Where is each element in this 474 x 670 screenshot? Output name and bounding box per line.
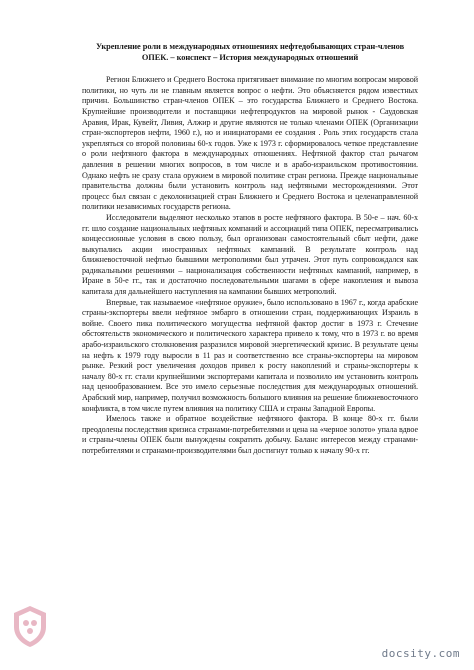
paragraph-3: Впервые, так называемое «нефтяное оружие», было использовано в 1967 г., когда арабские страны-экспортеры ввели нефтяное эмбарго в отношении стран, поддерживающих Израиль в войне. Своего пика политического могущества нефтяной фактор достиг в 1973 г. Стечение обстоятельств экономического и политического характера привело к тому, что в 1973 г. во время арабо-израильского столкновения разразился мировой энергетический кризис. В результате цены на нефть к 1979 году выросли в 11 раз и соответственно все страны-экспортеры на мировом рынке. Резкий рост увеличения доходов привел к росту накоплений и страны-экспортеры к началу 80-х гг. стали крупнейшими экспортерами капитала и позволило им установить контроль над ценообразованием. Все это имело серьезные последствия для международных отношений. Арабский мир, например, получил возможность большого влияния на решение ближневосточного конфликта, в том числе путем влияния на политику США и страны Западной Европы. — [82, 297, 418, 413]
docsity-logo-graphic — [10, 603, 50, 649]
paragraph-4: Имелось также и обратное воздействие нефтяного фактора. В конце 80-х гг. были преодолены последствия кризиса странами-потребителями и цена на «черное золото» упала вдвое и страны-члены ОПЕК были вынуждены сократить добычу. Баланс интересов между странами-потребителями и странами-производителями был достигнут только к началу 90-х гг. — [82, 414, 418, 455]
paragraph-2: Исследователи выделяют несколько этапов в росте нефтяного фактора. В 50-е – нач. 60-х гг. шло создание национальных нефтяных компаний и ассоциаций типа ОПЕК, пересматривались концессионные условия в свою пользу, был организован самостоятельный сбыт нефти, даже выкупались акции иностранных нефтяных кампаний. В результате контроль над ближневосточной нефтью бывшими метрополиями был утрачен. Этот путь сопровождался как радикальными решениями – национализация собственности нефтяных кампаний, например, в Иране в 50-е гг., так и достаточно последовательными шагами в сфере накопления и вывоза капитала для дальнейшего наступления на кампании бывших метрополий. — [82, 212, 418, 297]
paragraph-1: Регион Ближнего и Среднего Востока притягивает внимание по многим вопросам мировой политики, но чуть ли не главным является вопрос о нефти. Это объясняется рядом известных причин. Большинство стран-членов ОПЕК – это государства Ближнего и Среднего Востока. Крупнейшие производители и поставщики нефтепродуктов на мировой рынок - Саудовская Аравия, Ирак, Кувейт, Ливия, Алжир и другие являются не только членами ОПЕК (Организации стран-экспортеров нефти, 1960 г.), но и инициаторами ее создания . Роль этих государств стала укрепляться со второй половины 60-х годов. Уже к 1973 г. сформировалось четкое представление о роли нефтяного фактора в международных отношениях. Нефтяной фактор стал рычагом давления в решении многих вопросов, в том числе и в арабо-израильском противостоянии. Однако нефть не сразу стала оружием в мировой политике стран региона. Прежде национальные правительства должны были установить контроль над нефтяными месторождениями. Этот процесс был связан с деколонизацией стран Ближнего и Среднего Востока и целенаправленной политики независимых государств региона. — [82, 75, 418, 212]
docsity-brand-link[interactable]: docsity.com — [381, 647, 460, 660]
document-title: Укрепление роли в международных отношениях нефтедобывающих стран-членов ОПЕК. – конспект – История международных отношений — [95, 42, 405, 62]
document-body — [82, 42, 418, 457]
docsity-logo-icon[interactable] — [10, 603, 50, 649]
